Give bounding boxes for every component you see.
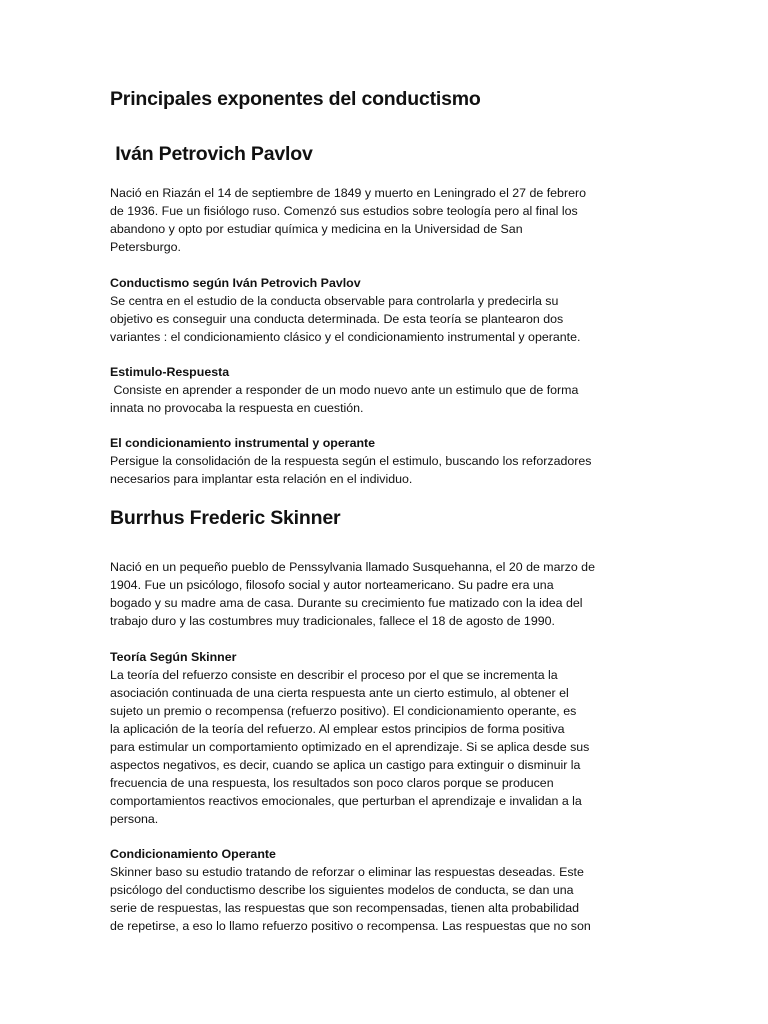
teoria-skinner-paragraph: La teoría del refuerzo consiste en describir el proceso por el que se incrementa la asociación continuada de una cierta respuesta ante un cierto estimulo, al obtener el sujeto un premio o recompensa (refuerzo positivo). El condicionamiento operante, es la aplicación de la teoría del refuerzo. Al emplear estos principios de forma positiva para estimular un comportamiento optimizado en el aprendizaje. Si se aplica desde sus aspectos negativos, es decir, cuando se aplica un castigo para extinguir o disminuir la frecuencia de una respuesta, los resultados son poco claros porque se producen comportamientos reactivos emocionales, que perturban el aprendizaje e invalidan a la persona. [110,668,590,826]
pavlov-heading: Iván Petrovich Pavlov [110,143,313,165]
skinner-bio-paragraph: Nació en un pequeño pueblo de Penssylvania llamado Susquehanna, el 20 de marzo de 1904. Fue un psicólogo, filosofo social y autor norteamericano. Su padre era una bogado y su madre ama de casa. Durante su crecimiento fue matizado con la idea del trabajo duro y las costumbres muy tradicionales, fallece el 18 de agosto de 1990. [110,560,595,628]
teoria-skinner-subheading: Teoría Según Skinner [110,650,237,664]
condicionamiento-operante-subheading: Condicionamiento Operante [110,847,276,861]
condicionamiento-instrumental-paragraph: Persigue la consolidación de la respuesta según el estimulo, buscando los reforzadores necesarios para implantar esta relación en el individuo. [110,454,592,486]
condicionamiento-operante-paragraph: Skinner baso su estudio tratando de reforzar o eliminar las respuestas deseadas. Este psicólogo del conductismo describe los siguientes modelos de conducta, se dan una serie de respuestas, las respuestas que son recompensadas, tienen alta probabilidad de repetirse, a eso lo llamo refuerzo positivo o recompensa. Las respuestas que no son [110,865,591,933]
pavlov-conductismo-subheading: Conductismo según Iván Petrovich Pavlov [110,276,361,290]
pavlov-bio-paragraph: Nació en Riazán el 14 de septiembre de 1849 y muerto en Leningrado el 27 de febrero de 1936. Fue un fisiólogo ruso. Comenzó sus estudios sobre teología pero al final los abandono y opto por estudiar química y medicina en la Universidad de San Petersburgo. [110,186,586,254]
document-title: Principales exponentes del conductismo [110,88,481,110]
estimulo-respuesta-paragraph: Consiste en aprender a responder de un modo nuevo ante un estimulo que de forma innata no provocaba la respuesta en cuestión. [110,383,579,415]
condicionamiento-instrumental-subheading: El condicionamiento instrumental y operante [110,436,376,450]
pavlov-conductismo-paragraph: Se centra en el estudio de la conducta observable para controlarla y predecirla su objetivo es conseguir una conducta determinada. De esta teoría se plantearon dos variantes : el condicionamiento clásico y el condicionamiento instrumental y operante. [110,294,581,344]
skinner-heading: Burrhus Frederic Skinner [110,507,341,529]
estimulo-respuesta-subheading: Estimulo-Respuesta [110,365,230,379]
